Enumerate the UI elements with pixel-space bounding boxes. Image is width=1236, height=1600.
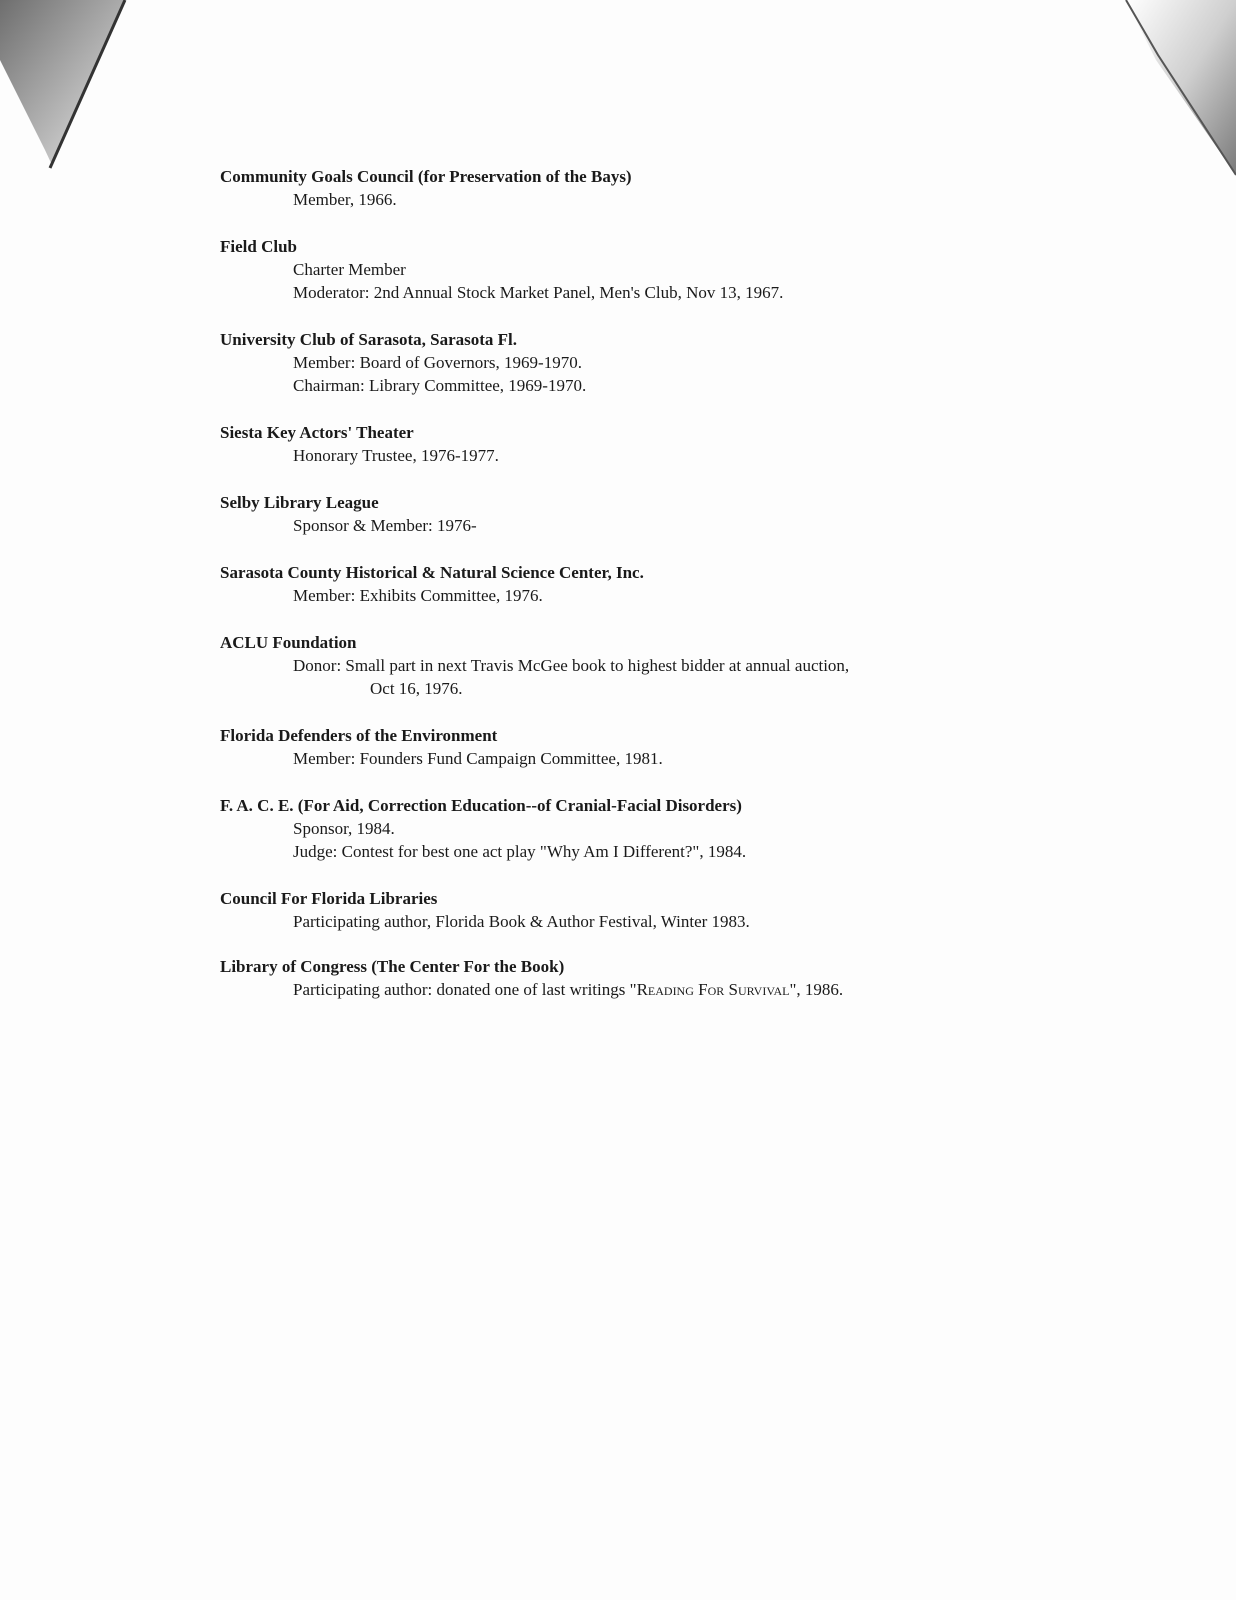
folded-corner-shadow-right [1096, 0, 1236, 180]
entry-face [220, 794, 1140, 863]
entry-line: Member, 1966. [293, 190, 397, 209]
entry-line: Participating author, Florida Book & Author Festival, Winter 1983. [293, 912, 750, 931]
entry-line-continuation: Oct 16, 1976. [370, 679, 463, 698]
entry-line: Sponsor & Member: 1976- [293, 516, 477, 535]
entry-aclu-foundation [220, 631, 1140, 700]
line-suffix: ", 1986. [789, 980, 844, 999]
entry-university-club [220, 328, 1140, 397]
entry-community-goals-council [220, 165, 1140, 211]
entry-title: University Club of Sarasota, Sarasota Fl. [220, 330, 518, 349]
folded-corner-shadow [0, 0, 130, 180]
entry-field-club [220, 235, 1140, 304]
entry-line: Member: Board of Governors, 1969-1970. [293, 353, 582, 372]
entry-selby-library-league [220, 491, 1140, 537]
entry-title: Siesta Key Actors' Theater [220, 423, 414, 442]
entry-line: Sponsor, 1984. [293, 819, 395, 838]
entry-title: F. A. C. E. (For Aid, Correction Education--of Cranial-Facial Disorders) [220, 796, 742, 815]
entry-title: Selby Library League [220, 493, 379, 512]
entry-line: Donor: Small part in next Travis McGee book to highest bidder at annual auction, [293, 656, 850, 675]
entry-title: Community Goals Council (for Preservation of the Bays) [220, 167, 632, 186]
entry-title: Library of Congress (The Center For the Book) [220, 957, 565, 976]
entry-line: Judge: Contest for best one act play "Why Am I Different?", 1984. [293, 842, 747, 861]
entry-council-florida-libraries [220, 887, 1140, 933]
entry-library-of-congress [220, 955, 1140, 1001]
work-title: Reading For Survival [636, 980, 790, 999]
entry-line: Member: Exhibits Committee, 1976. [293, 586, 543, 605]
entry-title: Council For Florida Libraries [220, 889, 438, 908]
entry-line: Chairman: Library Committee, 1969-1970. [293, 376, 587, 395]
entry-line: Moderator: 2nd Annual Stock Market Panel, Men's Club, Nov 13, 1967. [293, 283, 784, 302]
entry-florida-defenders [220, 724, 1140, 770]
entry-historical-science-center [220, 561, 1140, 607]
entry-line: Honorary Trustee, 1976-1977. [293, 446, 499, 465]
entry-line: Charter Member [293, 260, 406, 279]
entry-title: Florida Defenders of the Environment [220, 726, 498, 745]
entry-line: Member: Founders Fund Campaign Committee, 1981. [293, 749, 663, 768]
line-prefix: Participating author: donated one of last writings " [293, 980, 637, 999]
entry-title: ACLU Foundation [220, 633, 357, 652]
entry-title: Field Club [220, 237, 297, 256]
activities-list [220, 165, 1140, 1025]
entry-siesta-key-actors-theater [220, 421, 1140, 467]
entry-line [220, 978, 1140, 1001]
entry-title: Sarasota County Historical & Natural Science Center, Inc. [220, 563, 644, 582]
